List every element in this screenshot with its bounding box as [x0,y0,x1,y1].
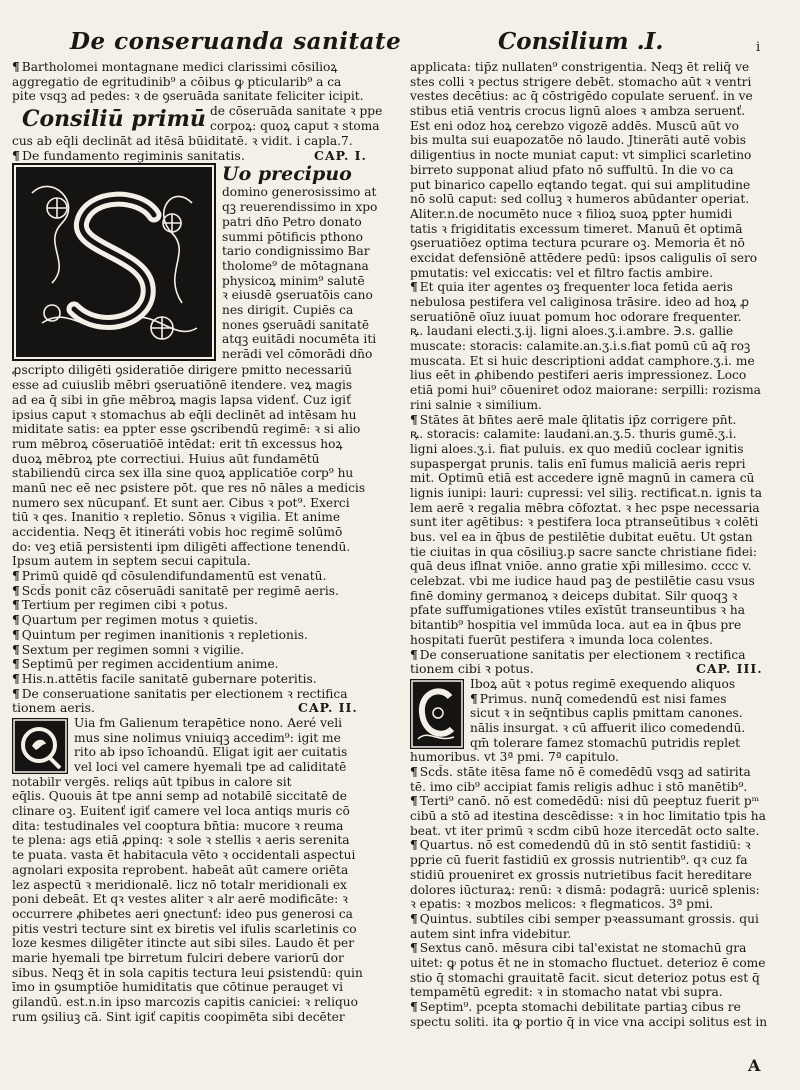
pilcrow-icon: ¶ [410,941,418,956]
text-line: do: veꝫ etiā persistenti ipm diligēti affectione tenendū. [12,539,351,554]
right-running-title: Consilium .I. [498,28,664,55]
text-line: numero sex nūcupanť. Et sunt aer. Cibus ꝛ pot⁹. Exerci [12,495,350,510]
text-line: physicoꝝ minim⁹ salutē [222,273,365,288]
text-line: muscate: storacis: calamite.an.ʒ.i.s.fiat pomū cū aq̄ roꝫ [410,339,751,354]
text-line: tholome⁹ de mōtagnana [222,258,369,273]
text-line: stio q̄ stomachi grauitatē facit. sicut deterioz potus est q̄ [410,970,760,985]
text-line: tie ciuitas in qua cōsiliuꝫ.p sacre sancte christiane fidei: [410,544,758,559]
list-item: ¶ Quartum per regimen motus ꝛ quietis. [12,613,258,628]
text-line: mit. Optimū etiā est accedere ignē magnū in camera cū [410,471,755,486]
pilcrow-icon: ¶ [12,598,20,613]
text-line: diligentius in nocte muniat caput: vt simplici scarletino [410,148,752,163]
text-line: Iboꝝ aūt ꝛ potus regimē exequendo aliquos [470,676,736,691]
list-item: ¶ His.n.attētis facile sanitatē gubernare poteritis. [12,671,317,686]
text-line: nebulosa pestifera vel caliginosa trāsire. ideo ad hoꝝ ꝓ [410,295,749,309]
chapter-list [12,569,392,701]
text-line: sicut ꝛ in seq̄ntibus caplis pmittam canones. [470,706,743,721]
text-line: pꝑrie cū fuerit fastidiū ex grossis nutrientib⁹. qꝛ cuz fa [410,853,748,868]
text-line: beat. vt iter primū ꝛ scdm cibū hoze itercedāt octo salte. [410,823,760,838]
text-line: duoꝝ mēbroꝝ pte correctiui. Huius aūt fundamētū [12,451,320,466]
chapter-2-label: CAP. II. [298,701,358,716]
chapter-3-block [410,677,790,750]
list-item: ¶ Quintum per regimen inanitionis ꝛ repletionis. [12,627,308,642]
catchword-signature: A [748,1056,761,1075]
text-line: dolores iūcturaꝝ: renū: ꝛ dismā: podagrā: uuricē splenis: [410,882,760,897]
consilium-side-line: de cōseruāda sanitate ꝛ ppe [210,104,383,119]
text-line: spectu soliti. ita ꝙ portio q̄ in vice vna accipi solitus est in [410,1014,768,1029]
text-line: clinare oꝫ. Euitenť igiť camere vel loca antiqs muris cō [12,804,350,819]
text-line: ꝶ. laudani electi.ʒ.ij. ligni aloes.ʒ.i.ambre. ℈.s. gallie [410,324,734,339]
text-line: ¶ Septim⁹. pcepta stomachi debilitate partiaꝫ cibus re [410,1000,741,1014]
text-line: marie hyemali tpe birretum fulciri debere variorū dor [12,950,344,965]
text-line: bitantib⁹ hospitia vel immūda loca. aut ea in q̄bus pre [410,618,742,633]
text-line: ¶ Quartus. nō est comedendū dū in stō sentit fastidiū: ꝛ [410,838,751,853]
text-line: nerādi vel cōmorādi dn̄o [222,347,373,361]
pilcrow-icon: ¶ [410,794,418,809]
chapter-2-block [12,716,392,789]
text-line: etiā pomi hui⁹ cōueniret odoz maiorane: serpilli: rozisma [410,383,761,398]
right-column-text [410,60,790,662]
pilcrow-icon: ¶ [12,671,20,686]
text-line: excidat defensiōnē attēdere pedū: ipsos caligulis oī sero [410,250,758,265]
text-line: rito ab ipso īchoandū. Eligat igit aer cuitatis [74,745,348,760]
consilium-side-line: corpoꝝ: quoꝝ caput ꝛ stoma [210,118,380,133]
text-line: Uia fm Galienum terapētice nono. Aeré veli [74,715,343,730]
chapter-1-opening-words: Uo precipuo [222,163,352,186]
list-item: ¶ Primū quidē qd̄ cōsulendifundamentū est venatū. [12,569,327,584]
intro-line: ¶ Bartholomei montagnane medici clarissimi cōsilioꝝ [12,60,338,74]
text-line: stabiliendū circa sex illa sine quoꝝ applicatiōe corp⁹ hu [12,466,354,481]
text-line: muscata. Et si huic descriptioni addat camphore.ʒ.i. me [410,353,755,368]
text-line: put binarico capello eqtando tegat. qui sui amplitudine [410,177,751,192]
consilium-line: cus ab eq̄li declināt ad itēsā būiditatē. ꝛ vidit. i capla.7. [12,134,353,149]
text-line: atqꝫ euitādi nocumēta iti [222,332,377,347]
text-line: lem aerē ꝛ regalia mēbra cōfoztat. ꝛ hec pspe necessaria [410,500,760,515]
pilcrow-icon: ¶ [12,627,20,642]
text-line: stidiū proueniret ex grossis nutrietibus facit hereditare [410,867,752,882]
consilium-heading: Consiliū primū [22,106,206,133]
pilcrow-icon: ¶ [410,412,418,427]
text-line: sibus. Neqꝫ ēt in sola capitis tectura leui ꝑsistendū: quin [12,965,363,980]
text-line: stes colli ꝛ pectus strigere debēt. stomacho aūt ꝛ ventri [410,74,752,89]
text-line: celebzat. vbi me iudice haud paꝫ de pestilētie casu vsus [410,574,755,589]
text-line: ꝛ epatis: ꝛ mozbos melicos: ꝛ flegmaticos. 3ª pmi. [410,897,714,912]
text-line: vestes decētius: ac q̄ cōstrigēdo copulate seruenť. in ve [410,89,753,104]
text-line: pitis vestri tecture sint ex biretis vel ifulis scarletinis co [12,921,357,936]
text-line: ipsius caput ꝛ stomachus ab eq̄li declinēt ad intēsam hu [12,407,357,422]
pilcrow-icon: ¶ [410,838,418,853]
pilcrow-icon: ¶ [410,647,418,662]
text-line: Aliter.n.de nocumēto nuce ꝛ filioꝝ suoꝝ pꝑter humidi [410,206,733,221]
text-line: nones ꝯseruādi sanitatē [222,317,370,332]
text-line: nes dirigit. Cupiēs ca [222,302,354,317]
text-line: notabilr vergēs. reliqs aūt tpibus in calore sit [12,774,292,789]
text-line: ¶ Quintus. subtiles cibi semper pꝛeassumant grossis. qui [410,911,759,926]
text-line: humoribus. vt 3ª pmi. 7ª capitulo. [410,750,619,765]
text-line: ¶ Stātes āt bn̄tes aerē male q̄litatis ip̄z corrigere pn̄t. [410,412,737,427]
pilcrow-icon: ¶ [12,642,20,657]
chapter-1-body [12,363,392,569]
text-line: tatis ꝛ frigiditatis excessum timeret. Manuū ēt optimā [410,221,743,236]
pilcrow-icon: ¶ [410,911,418,926]
text-line: uitet: ꝙ potus ēt ne in stomacho fluctuet. deterioz ē come [410,955,766,970]
text-line: pmutatis: vel exiccatis: vel et filtro factis ambire. [410,265,713,280]
right-column [410,60,790,1029]
pilcrow-icon: ¶ [12,60,20,74]
pilcrow-icon: ¶ [12,583,20,598]
list-item: ¶ Scd̄s ponit cāz cōseruādi sanitatē per regimē aeris. [12,583,339,598]
text-line: sunt iter agētibus: ꝛ pestifera loca ptranseūtibus ꝛ colēti [410,515,759,530]
pilcrow-icon: ¶ [12,569,20,584]
intro-line: pite vsqꝫ ad pedes: ꝛ de ꝯseruāda sanitate feliciter icipit. [12,89,364,104]
text-line: dita: testudinales vel cooptura bn̄tia: mucore ꝛ reuma [12,818,344,833]
consilium-side-text [210,104,382,133]
text-line: ¶ Et quia iter agentes oꝫ frequenter loca fetida aeris [410,280,733,295]
list-item: ¶ Septimū per regimen accidentium anime. [12,657,279,672]
text-line: ꝓscripto diligēti ꝯsideratiōe dirigere pmitto necessariū [12,363,353,378]
chapter-1-heading: ¶ De fundamento regiminis sanitatis. CAP. I. [12,147,367,163]
text-line: īmo in ꝯsumptiōe humiditatis que cōtinue perauget vi [12,980,344,995]
text-line: stibus etiā ventris crocus lignū aloes ꝛ ambza seruenť. [410,104,746,119]
text-line: summi pōtificis pthono [222,229,363,244]
text-line: ¶ Terti⁹ canō. nō est comedēdū: nisi dū peeptuz fuerit pᵐ [410,794,760,809]
text-line: lignis iunipi: lauri: cupressi: vel siliꝫ. rectificat.n. ignis ta [410,485,763,500]
pilcrow-icon: ¶ [410,765,418,779]
list-item: ¶ De conseruatione sanitatis per electionem ꝛ rectifica [12,686,348,701]
text-line: miditate satis: ea ppter esse ꝯscribendū regimē: ꝛ si alio [12,422,361,437]
text-line: ligni aloes.ʒ.i. fiat puluis. ex quo mediū coclear ignitis [410,441,744,456]
pilcrow-icon: ¶ [12,148,20,163]
chapter-2-body [12,789,392,1024]
left-column [12,60,392,1024]
text-line: lez aspectū ꝛ meridionalē. licz nō totalr meridionali ex [12,877,347,892]
list-item: ¶ Tertium per regimen cibi ꝛ potus. [12,598,228,613]
text-line: lius eēt in ꝓhibendo pestiferi aeris impressionez. Loco [410,368,747,383]
bird-initial-q-icon [12,718,68,774]
text-line: Est eni odoz hoꝝ cerebzo vigozē addēs. Muscū aūt vo [410,118,739,133]
text-line: autem sint infra videbitur. [410,926,572,941]
decorated-initial-c [410,679,464,749]
text-line: occurrere ꝓhibetes aeri ꝯnectunť: ideo pus generosi ca [12,906,353,921]
text-line: patri dn̄o Petro donato [222,214,362,229]
text-line: nālis insurgat. ꝛ cū affuerit ilico comedendū. [470,720,746,735]
text-line: accidentia. Neqꝫ ēt itineráti vobis hoc regimē solūmō [12,525,343,539]
text-line: rum mēbroꝝ cōseruatiōē intēdat: erit tn̄ excessus hoꝝ [12,436,343,451]
chapter-3-heading: tionem cibi ꝛ potus. CAP. III. [410,662,763,677]
text-line: supaspergat prunis. talis enī fumus maliciā aeris repri [410,456,746,471]
text-line: finē dominy germanoꝝ ꝛ deiceps dubitat. Silr quoqꝫ ꝛ [410,588,738,603]
folio-number: i [756,40,761,55]
text-line: ad ea q̄ sibi in gn̄e mēbroꝝ magis lapsa videnť. Cuz igiť [12,392,351,407]
text-line: loze kesmes diligēter itincte aut sibi siles. Laudo ēt per [12,936,355,951]
chapter-1-block [12,163,392,363]
decorated-initial-s [12,163,216,361]
text-line: bus. vel ea in q̄bus de pestilētie dubitat euētu. Ut ꝯstan [410,530,753,544]
text-line: rum ꝯsiliuꝫ cā. Sint igiť capitis coopimēta sibi decēter [12,1009,345,1024]
text-line: bis multa sui euapozatōe nō laudo. Jtinerāti autē vobis [410,133,747,148]
pilcrow-icon: ¶ [410,280,418,295]
text-line: birreto supponat aliud pfato nō suffultū. In die vo ca [410,162,734,177]
text-line: ¶ Primus. nunq̄ comedendū est nisi fames [470,691,727,706]
text-line: tario condignissimo Bar [222,244,370,259]
floral-initial-c-icon [410,679,464,749]
text-line: gilandū. est.n.in ipso marcozis capitis caniciei: ꝛ reliquo [12,995,358,1009]
consilium-heading-block [12,104,392,134]
text-line: qꝫ reuerendissimo in xpo [222,200,378,215]
text-line: Ipsum autem in septem secui capitula. [12,554,251,569]
text-line: applicata: tip̄z nullaten⁹ constrigentia. Neqꝫ ēt reliq̄ ve [410,60,750,74]
decorated-initial-q [12,718,68,774]
text-line: vel loci vel camere hyemali tpe ad caliditatē [74,760,347,774]
pilcrow-icon: ¶ [12,657,20,672]
text-line: quā deus iflnat vniōe. anno gratie xp̄i millesimo. cccc v. [410,559,752,574]
text-line: rini salnie ꝛ similium. [410,397,542,412]
pilcrow-icon: ¶ [410,1000,418,1014]
intro-line: aggregatio de egritudinib⁹ a cōibus ꝙ pticularib⁹ a ca [12,74,342,89]
text-line: nō solū caput: sed colluꝫ ꝛ humeros abūdanter operiat. [410,192,750,207]
text-line: agnolari exposita reprobent. habeāt aūt camere oriēta [12,862,349,877]
pilcrow-icon: ¶ [12,686,20,701]
text-line: ¶ De conseruatione sanitatis per electionem ꝛ rectifica [410,647,746,662]
text-line: tiū ꝛ qes. Inanitio ꝛ repletio. Sōnus ꝛ vigilia. Et anime [12,510,341,525]
text-line: seruatiōnē oīuz iuuat pomum hoc odorare frequenter. [410,309,742,324]
chapter-1-label: CAP. I. [314,147,367,163]
text-line: ¶ Scd̄s. stāte itēsa fame nō ē comedēdū vsqꝫ ad satirita [410,765,751,779]
text-line: cibū a stō ad itestina descēdisse: ꝛ in hoc limitatio tpis ha [410,809,766,824]
pilcrow-icon: ¶ [470,691,478,706]
text-line: manū nec eē nec ꝑsistere pōt. que res nō nāles a medicis [12,480,366,495]
text-line: tempamētū egredit: ꝛ in stomacho natat vbi supra. [410,985,723,1000]
pilcrow-icon: ¶ [12,613,20,628]
floral-initial-s-icon [12,163,216,361]
text-line: eq̄lis. Quouis āt tpe anni semp ad notabilē siccitatē de [12,789,347,804]
text-line: ¶ Sextus canō. mēsura cibi tal'existat ne stomachū gra [410,941,747,956]
text-line: pfate suffumigationes vtiles exīstūt transeuntibus ꝛ ha [410,603,746,618]
text-line: ꝶ. storacis: calamite: laudani.an.ʒ.5. thuris gumē.ʒ.i. [410,427,737,442]
text-line: tē. imo cib⁹ accipiat famis religis adhuc i stō manētib⁹. [410,779,748,794]
text-line: te puata. vasta ēt habitacula vēto ꝛ occidentali aspectui [12,848,356,863]
chapter-2-heading: tionem aeris. CAP. II. [12,701,358,716]
chapter-3-label: CAP. III. [696,662,763,677]
left-running-title: De conseruanda sanitate [70,28,402,55]
text-line: poni debeāt. Et qꝛ vestes aliter ꝛ alr aerē modificāte: ꝛ [12,892,348,907]
running-header [0,28,800,62]
list-item: ¶ Sextum per regimen somni ꝛ vigilie. [12,642,245,657]
text-line: qm̄ tolerare famez stomachū putridis replet [470,735,741,750]
text-line: ꝯseruatiōez optima tectura pcurare oꝫ. Memoria ēt nō [410,236,745,251]
text-line: hospitati fuerūt pestifera ꝛ imunda loca colentes. [410,632,714,647]
text-line: domino generosissimo at [222,185,377,200]
text-line: esse ad cuiusliḃ mēbri ꝯseruatiōnē itendere. veꝝ magis [12,378,353,393]
chapter-3-body [410,750,790,1029]
text-line: ꝛ eiusdē ꝯseruatōis cano [222,288,373,303]
text-line: mus sine nolimus vniuiqꝫ accedim⁹: igit me [74,730,341,745]
text-line: te plena: ags etiā ꝓpinq: ꝛ sole ꝛ stellis ꝛ aeris serenita [12,833,350,848]
